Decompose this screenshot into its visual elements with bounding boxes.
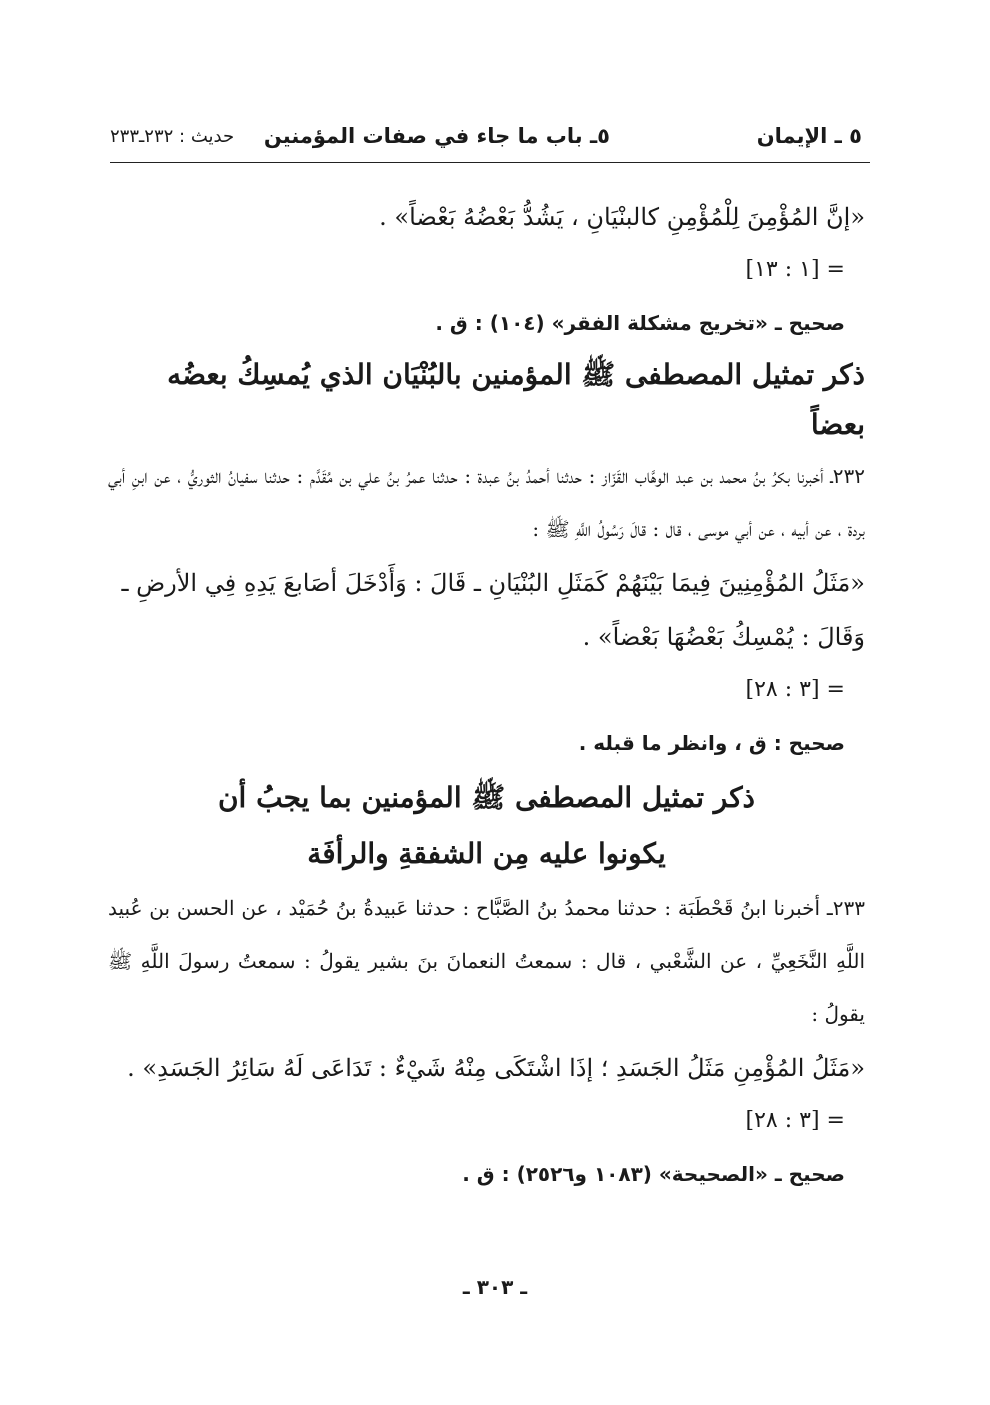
hadith-quote: «إنَّ المُؤْمِنَ لِلْمُؤْمِنِ كالبنْيَانِ ، يَشُدُّ بَعْضُهُ بَعْضاً» . — [379, 203, 865, 231]
section-title: ٥ـ باب ما جاء في صفات المؤمنين — [263, 124, 610, 148]
authenticity-grade: صحيح ـ «الصحيحة» (١٠٨٣ و٢٥٢٦) : ق . — [462, 1162, 845, 1186]
hadith-isnad: ٢٣٣ـ أخبرنا ابنُ قَحْطَبَة : حدثنا محمدُ بنُ الصَّبَّاح : حدثنا عَبيدةُ بنُ حُمَيْد ، عن الحسن بن عُبيد اللَّهِ النَّخَعِيِّ ، عن الشَّعْبي ، قال : سمعتُ النعمانَ بنَ بشير يقولُ : سمعتُ رسولَ اللَّهِ ﷺ يقولُ : — [108, 896, 866, 1026]
running-header — [110, 124, 862, 158]
cross-reference: = [١ : ١٣] — [745, 257, 845, 282]
chapter-title: ٥ ـ الإيمان — [756, 124, 862, 148]
hadith-matn: «مَثَلُ المُؤْمِنِ مَثَلُ الجَسَدِ ؛ إذَا اشْتَكَى مِنْهُ شَيْءٌ : تَدَاعَى لَهُ سَائِرُ الجَسَدِ» . — [127, 1054, 865, 1082]
page-number: ـ ٣٠٣ ـ — [462, 1275, 528, 1299]
chapter-heading: ذكر تمثيل المصطفى ﷺ المؤمنين بالبُنْيَان الذي يُمسِكُ بعضُه بعضاً — [167, 358, 865, 441]
chapter-heading: ذكر تمثيل المصطفى ﷺ المؤمنين بما يجبُ أن يكونوا عليه مِن الشفقةِ والرأفَة — [217, 781, 756, 870]
hadith-range: حديث : ٢٣٢ـ٢٣٣ — [110, 126, 235, 147]
hadith-matn: «مَثَلُ المُؤْمِنِينَ فِيمَا بَيْنَهُمْ كَمَثَلِ البُنْيَانِ ـ قَالَ : وَأَدْخَلَ أصَابعَ يَدِهِ فِي الأرضِ ـ وَقَالَ : يُمْسِكُ بَعْضُهَا بَعْضاً» . — [121, 569, 865, 651]
cross-reference: = [٣ : ٢٨] — [745, 1108, 845, 1133]
header-divider — [110, 162, 870, 163]
authenticity-grade: صحيح ـ «تخريج مشكلة الفقر» (١٠٤) : ق . — [435, 311, 845, 335]
cross-reference: = [٣ : ٢٨] — [745, 677, 845, 702]
page-content — [108, 190, 865, 1201]
hadith-isnad: ٢٣٢ـ أخبرنا بكرُ بنُ محمد بن عبد الوهَّاب القَزّاز : حدثنا أحمدُ بنُ عبدة : حدثنا عمرُ بنُ علي بن مُقَدَّم : حدثنا سفيانُ الثوريُّ ، عن ابنِ أبي بردة ، عن أبيه ، عن أبي موسى ، قال : قالَ رَسُولُ اللَّهِ ﷺ : — [108, 464, 866, 541]
authenticity-grade: صحيح : ق ، وانظر ما قبله . — [578, 731, 845, 755]
